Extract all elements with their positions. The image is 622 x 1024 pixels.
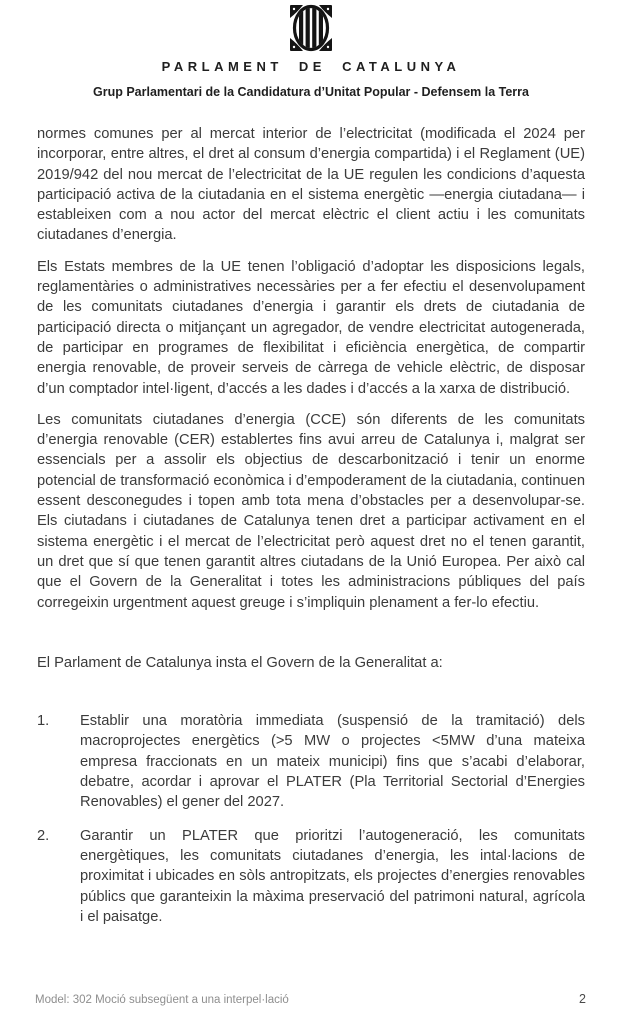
list-item-text: Establir una moratòria immediata (suspensió de la tramitació) dels macroprojectes energètics (>5 MW o projectes <5MW d’una mateixa empresa fraccionats en un mateix municipi) fins que s’acabi d’elaborar, debatre, acordar i aprovar el PLATER (Pla Territorial Sectorial d’Energies Renovables) el gener del 2027. [80, 713, 585, 811]
page-number: 2 [579, 992, 586, 1006]
paragraph-3: Les comunitats ciutadanes d’energia (CCE) són diferents de les comunitats d’energia renovable (CER) establertes fins avui arreu de Catalunya i, malgrat ser essencials per a assolir els objectius de descarbonització i tenir un enorme potencial de transformació econòmica i d’empoderament de la ciutadania, continuen essent desconegudes i topen amb tota mena d’obstacles per a desenvolupar-se. Els ciutadans i ciutadanes de Catalunya tenen dret a participar activament en el sistema energètic i el mercat de l’electricitat però aquest dret no el tenen garantit, un dret que sí que tenen garantit altres ciutadans de la Unió Europea. Per això cal que el Govern de la Generalitat i totes les administracions públiques del país corregeixin urgentment aquest greuge i s’impliquin plenament a fer-lo efectiu. [37, 411, 585, 611]
document-header [0, 0, 622, 99]
lead-in-line: El Parlament de Catalunya insta el Govern de la Generalitat a: [37, 654, 443, 671]
paragraph-1: normes comunes per al mercat interior de l’electricitat (modificada el 2024 per incorporar, entre altres, el dret al consum d’energia compartida) i el Reglament (UE) 2019/942 del nou mercat de l’electricitat de la UE regulen les condicions d’aquesta participació activa de la ciutadania en el sistema energètic —energia ciutadana— i estableixen com a nou actor del mercat elèctric el client actiu i les comunitats ciutadanes d’energia. [37, 126, 585, 244]
model-label: Model: 302 Moció subsegüent a una interpel·lació [35, 994, 289, 1006]
document-footer [35, 992, 586, 1006]
list-item [37, 711, 585, 812]
parliamentary-group-title: Grup Parlamentari de la Candidatura d’Unitat Popular - Defensem la Terra [93, 85, 529, 99]
list-item-number: 2. [37, 827, 50, 844]
numbered-list [37, 711, 585, 927]
list-item-text: Garantir un PLATER que prioritzi l’autogeneració, les comunitats energètiques, les comunitats ciutadanes d’energia, les intal·lacions de proximitat i ubicades en sòls antropitzats, els projectes d’energies renovables públics que garanteixin la màxima preservació del patrimoni natural, agrícola i el paisatge. [80, 827, 585, 925]
parlament-de-catalunya-emblem-icon [289, 4, 333, 52]
list-item [37, 826, 585, 927]
institution-title: PARLAMENT DE CATALUNYA [161, 59, 461, 74]
paragraph-2: Els Estats membres de la UE tenen l’obligació d’adoptar les disposicions legals, reglamentàries o administratives necessàries per a fer efectiu el desenvolupament de les comunitats ciutadanes d’energia i garantir els drets de ciutadania de participació directa o mitjançant un agregador, de vendre electricitat autogenerada, de participar en programes de flexibilitat i eficiència energètica, de compartir energia renovable, de proveir serveis de càrrega de vehicle elèctric, de disposar d’un comptador intel·ligent, d’accés a les dades i d’accés a la xarxa de distribució. [37, 258, 585, 397]
list-item-number: 1. [37, 713, 50, 730]
document-body [37, 124, 585, 940]
